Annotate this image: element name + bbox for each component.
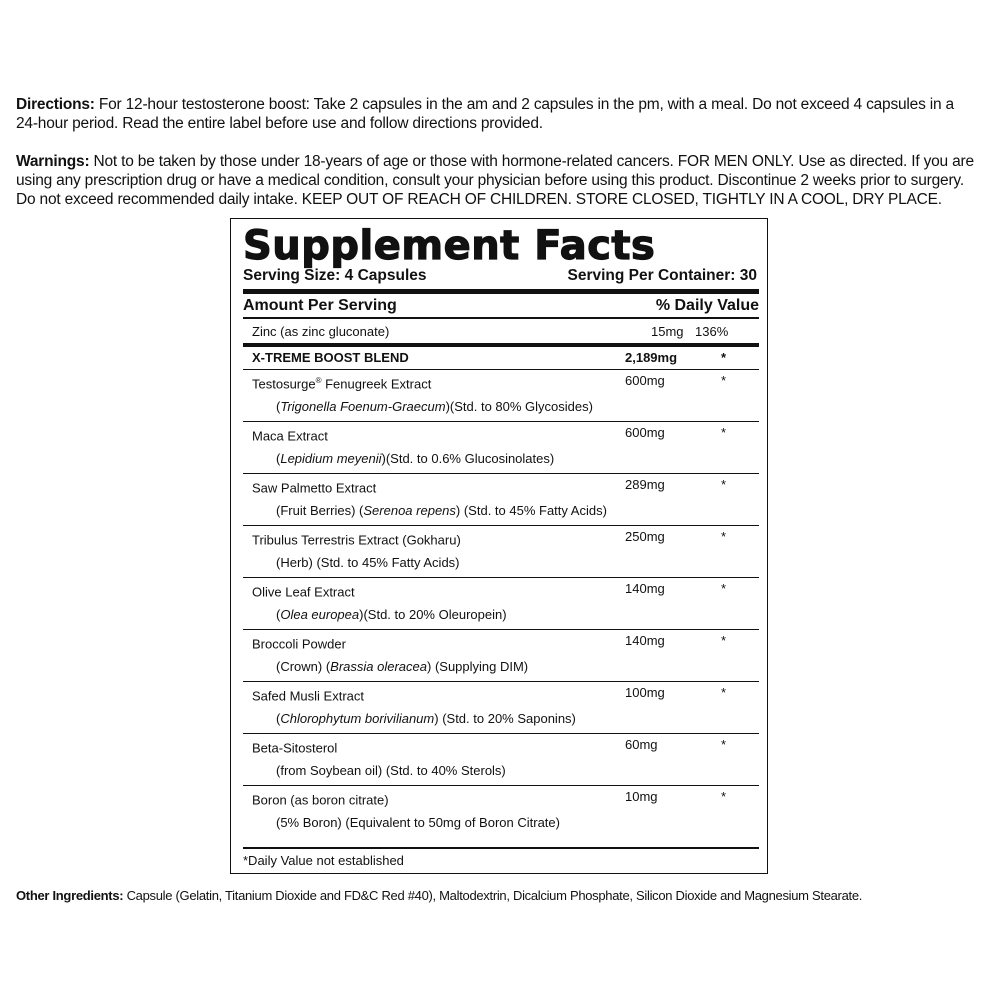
ingredient-detail-prefix: (5% Boron) (Equivalent to 50mg of Boron Citrate) [276,815,560,830]
ingredient-detail-suffix: ) (Std. to 45% Fatty Acids) [455,503,607,518]
footnote-divider [243,847,759,849]
row-divider [243,525,759,526]
ingredient-detail [276,659,528,675]
ingredient-detail-prefix: ( [276,451,281,466]
ingredient-detail [276,711,576,727]
blend-divider [243,343,759,347]
ingredient-name-text: Testosurge [252,376,316,392]
ingredient-name-text: Broccoli Powder [252,636,346,652]
ingredient-detail [276,607,507,623]
zinc-name: Zinc (as zinc gluconate) [252,324,390,339]
ingredient-amount: 140mg [625,581,665,596]
directions-text: For 12-hour testosterone boost: Take 2 capsules in the am and 2 capsules in the pm, with a meal. Do not exceed 4 capsules in a 24-hour period. Read the entire label before use and follow directions provided. [16,96,954,132]
ingredient-detail-suffix: )(Std. to 80% Glycosides) [445,399,593,414]
thick-divider [243,289,759,294]
ingredient-name [252,789,389,808]
ingredient-name [252,633,346,652]
ingredient-amount: 250mg [625,529,665,544]
ingredient-amount: 289mg [625,477,665,492]
ingredient-detail [276,555,460,571]
ingredient-botanical-name: Lepidium meyenii [280,451,382,466]
ingredient-name [252,581,355,600]
ingredient-botanical-name: Trigonella Foenum-Graecum [280,399,446,414]
footnote: *Daily Value not established [243,853,404,868]
ingredient-detail-prefix: ( [276,399,281,414]
row-divider [243,369,759,370]
row-divider [243,473,759,474]
ingredient-botanical-name: Serenoa repens [363,503,456,518]
ingredient-name-text: Saw Palmetto Extract [252,480,377,496]
header-divider [243,317,759,319]
ingredient-amount: 60mg [625,737,658,752]
ingredient-detail-prefix: (Herb) (Std. to 45% Fatty Acids) [276,555,460,570]
row-divider [243,785,759,786]
ingredient-amount: 140mg [625,633,665,648]
ingredient-name [252,529,461,548]
ingredient-name [252,737,337,756]
ingredient-daily-value: * [721,737,727,752]
ingredient-amount: 600mg [625,425,665,440]
ingredient-botanical-name: Chlorophytum borivilianum [280,711,435,726]
ingredient-daily-value: * [721,581,727,596]
directions-paragraph [16,95,976,133]
ingredient-name-text: Boron (as boron citrate) [252,792,389,808]
ingredient-name-text: Olive Leaf Extract [252,584,355,600]
ingredient-detail-prefix: (Crown) ( [276,659,331,674]
ingredient-daily-value: * [721,373,727,388]
ingredient-amount: 600mg [625,373,665,388]
ingredient-daily-value: * [721,425,727,440]
row-divider [243,629,759,630]
ingredient-daily-value: * [721,633,727,648]
ingredient-detail [276,399,593,415]
ingredient-name [252,477,376,496]
ingredient-detail [276,815,560,831]
ingredient-name-text: Maca Extract [252,428,328,444]
registered-mark: ® [315,376,322,385]
directions-label: Directions: [16,96,95,113]
ingredient-amount: 100mg [625,685,665,700]
ingredient-detail-suffix: ) (Std. to 20% Saponins) [434,711,576,726]
ingredient-detail-suffix: )(Std. to 0.6% Glucosinolates) [381,451,555,466]
ingredient-amount: 10mg [625,789,658,804]
ingredient-botanical-name: Olea europea [280,607,360,622]
ingredient-name [252,373,431,392]
row-divider [243,733,759,734]
ingredient-detail [276,451,554,467]
ingredient-daily-value: * [721,685,727,700]
blend-daily-value: * [721,350,727,365]
ingredient-name-text: Safed Musli Extract [252,688,364,704]
blend-name: X-TREME BOOST BLEND [252,350,409,365]
zinc-daily-value: 136% [695,324,729,339]
ingredient-detail-prefix: ( [276,711,281,726]
ingredient-botanical-name: Brassia oleracea [330,659,427,674]
row-divider [243,421,759,422]
warnings-label: Warnings: [16,153,90,170]
ingredient-daily-value: * [721,789,727,804]
warnings-text: Not to be taken by those under 18-years of age or those with hormone-related cancers. FOR MEN ONLY. Use as directed. If you are using any prescription drug or have a medical condition, consult your physician before using this product. Discontinue 2 weeks prior to surgery. Do not exceed recommended daily intake. KEEP OUT OF REACH OF CHILDREN. STORE CLOSED, TIGHTLY IN A COOL, DRY PLACE. [16,153,974,208]
other-ingredients-text: Capsule (Gelatin, Titanium Dioxide and FD&C Red #40), Maltodextrin, Dicalcium Phosphate, Silicon Dioxide and Magnesium Stearate. [123,888,863,903]
ingredient-detail-prefix: ( [276,607,281,622]
row-divider [243,681,759,682]
ingredient-detail [276,763,506,779]
ingredient-detail-prefix: (from Soybean oil) (Std. to 40% Sterols) [276,763,506,778]
amount-per-serving-header: Amount Per Serving [243,297,397,314]
serving-size: Serving Size: 4 Capsules [243,267,427,284]
other-ingredients-paragraph [16,887,976,905]
ingredient-detail [276,503,607,519]
ingredient-detail-suffix: ) (Supplying DIM) [427,659,529,674]
blend-amount: 2,189mg [625,350,678,365]
facts-title: Supplement Facts [243,223,656,269]
ingredient-detail-prefix: (Fruit Berries) ( [276,503,364,518]
servings-per-container: Serving Per Container: 30 [567,267,757,284]
ingredient-name-text: Tribulus Terrestris Extract (Gokharu) [252,532,461,548]
other-ingredients-label: Other Ingredients: [16,888,124,903]
ingredient-detail-suffix: )(Std. to 20% Oleuropein) [359,607,507,622]
ingredient-name [252,685,364,704]
warnings-paragraph [16,152,976,209]
daily-value-header: % Daily Value [655,297,759,314]
ingredient-name-text: Beta-Sitosterol [252,740,338,756]
ingredient-name [252,425,328,444]
row-divider [243,577,759,578]
ingredient-daily-value: * [721,529,727,544]
zinc-amount: 15mg [651,324,684,339]
ingredient-daily-value: * [721,477,727,492]
ingredient-name-suffix: Fenugreek Extract [321,376,432,392]
supplement-facts-panel [230,218,768,874]
